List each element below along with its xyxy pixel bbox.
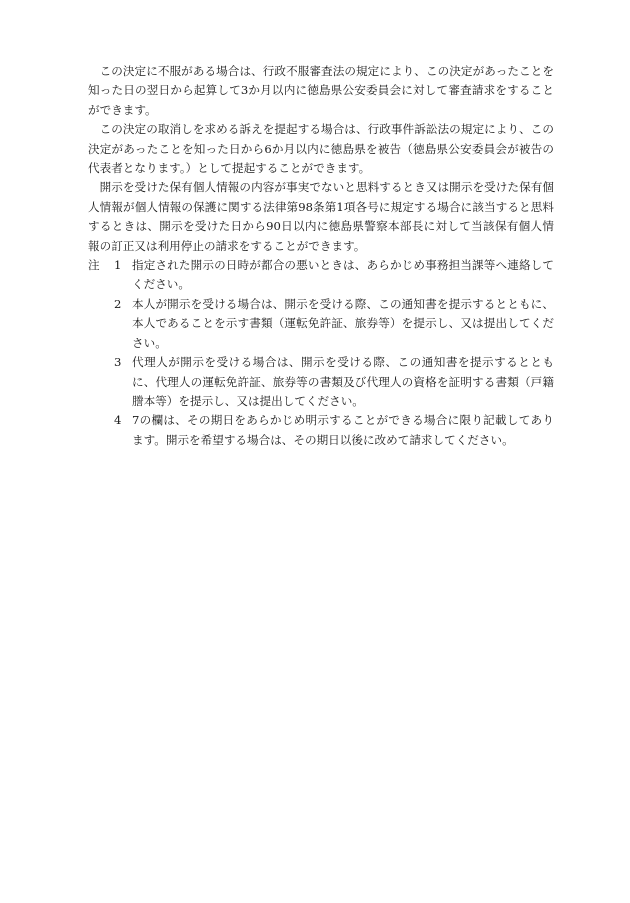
notes-label: 注: [88, 258, 100, 273]
note-item-1: [88, 256, 554, 295]
note-number: 3: [114, 355, 122, 370]
note-item-4: [88, 411, 554, 450]
paragraph-correction: 開示を受けた保有個人情報の内容が事実でないと思料するとき又は開示を受けた保有個人情報が個人情報の保護に関する法律第98条第1項各号に規定する場合に該当すると思料するときは、開示を受けた日から90日以内に徳島県警察本部長に対して当該保有個人情報の訂正又は利用停止の請求をすることができます。: [88, 180, 554, 253]
note-item-3: [88, 353, 554, 411]
note-number: 4: [114, 413, 122, 428]
note-number: 2: [114, 296, 122, 311]
note-text: 代理人が開示を受ける場合は、開示を受ける際、この通知書を提示するとともに、代理人の運転免許証、旅券等の書類及び代理人の資格を証明する書類（戸籍謄本等）を提示し、又は提出してください。: [132, 355, 554, 408]
note-number: 1: [114, 258, 122, 273]
note-text: 7の欄は、その期日をあらかじめ明示することができる場合に限り記載してあります。開示を希望する場合は、その期日以後に改めて請求してください。: [132, 413, 554, 447]
document-body: [88, 62, 554, 450]
paragraph-appeal: この決定に不服がある場合は、行政不服審査法の規定により、この決定があったことを知った日の翌日から起算して3か月以内に徳島県公安委員会に対して審査請求をすることができます。: [88, 64, 554, 117]
note-text: 指定された開示の日時が都合の悪いときは、あらかじめ事務担当課等へ連絡してください。: [132, 258, 554, 292]
note-text: 本人が開示を受ける場合は、開示を受ける際、この通知書を提示するとともに、本人であることを示す書類（運転免許証、旅券等）を提示し、又は提出してください。: [132, 296, 554, 350]
paragraph-lawsuit: この決定の取消しを求める訴えを提起する場合は、行政事件訴訟法の規定により、この決定があったことを知った日から6か月以内に徳島県を被告（徳島県公安委員会が被告の代表者となります。）として提起することができます。: [88, 122, 554, 176]
note-item-2: [88, 295, 554, 353]
notes-section: [88, 256, 554, 450]
